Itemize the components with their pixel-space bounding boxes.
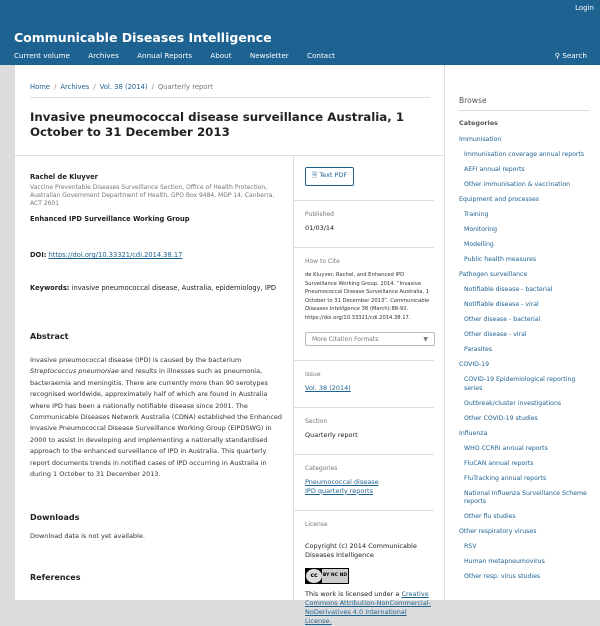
search-icon: ⚲ [554,51,560,60]
category-link[interactable]: IPD quarterly reports [305,486,373,495]
issue-label: Issue [305,370,321,378]
downloads-heading: Downloads [30,513,80,523]
sidebar-subcategory-item[interactable]: Modelling [464,241,494,248]
main-nav [14,51,351,60]
author-name: Rachel de Kluyver [30,173,98,181]
category-link[interactable]: Pneumococcal disease [305,477,379,486]
sidebar-subcategory-item[interactable]: Notifiable disease - bacterial [464,286,553,293]
citation-text: de Kluyver, Rachel, and Enhanced IPD Surveillance Working Group. 2014. “Invasive Pneumococcal Disease Surveillance Australia, 1 October to 31 December 2013”. Communicable Diseases Intelligence 38 (March):88-92. https://doi.org/10.33321/cdi.2014.38.17. [305,272,430,321]
sidebar-subcategory-item[interactable]: Other immunisation & vaccination [464,181,571,188]
issue-link[interactable]: Vol. 38 (2014) [305,383,351,392]
sidebar-subcategory-item[interactable]: RSV [464,543,477,550]
sidebar-category-item[interactable]: Influenza [459,429,488,437]
cc-icon: cc [306,569,322,583]
sidebar-category-item[interactable]: COVID-19 [459,361,490,368]
section-label: Section [305,417,328,425]
sidebar-subcategory-item[interactable]: Other disease - bacterial [464,316,541,323]
cc-license-badge[interactable] [305,568,349,584]
breadcrumb-separator: / [151,83,154,91]
details-divider [293,200,434,201]
breadcrumb-separator: / [54,83,57,91]
nav-contact[interactable]: Contact [307,51,335,60]
sidebar-subcategory-item[interactable]: Other resp. virus studies [464,573,541,580]
license-link[interactable]: Creative Commons Attribution-NonCommercial-NoDerivatives 4.0 International License. [305,589,431,625]
nav-newsletter[interactable]: Newsletter [249,51,289,60]
sidebar-subcategory-item[interactable]: Human metapneumovirus [464,558,545,565]
content-divider [15,155,445,156]
sidebar-subcategory-item[interactable]: AEFI annual reports [464,166,525,173]
details-divider [293,247,434,248]
keywords-value: invasive pneumococcal disease, Australia, epidemiology, IPD [71,284,277,292]
keywords-label: Keywords: [30,284,70,292]
sidebar-subcategory-item[interactable]: Parasites [464,346,492,353]
cc-by-nc-nd-icon: BY NC ND [322,569,348,583]
browse-heading: Browse [459,96,487,105]
license-label: License [305,520,328,528]
doi [30,251,285,259]
sidebar-subcategory-item[interactable]: Public health measures [464,256,537,263]
column-divider [293,155,294,600]
nav-about[interactable]: About [210,51,232,60]
breadcrumb-separator: / [93,83,96,91]
sidebar [445,65,600,600]
categories-heading: Categories [459,119,498,127]
sidebar-subcategory-item[interactable]: National Influenza Surveillance Scheme reports [464,489,587,505]
cite-label: How to Cite [305,258,340,265]
keywords [30,284,285,292]
sidebar-subcategory-item[interactable]: Immunisation coverage annual reports [464,151,585,158]
login-link[interactable]: Login [575,4,594,12]
abstract-text: Invasive pneumococcal disease (IPD) is caused by the bacterium Streptococcus pneumoniae and results in illnesses such as pneumonia, bacteraemia and meningitis. There are currently more than 90 serotypes recognised worldwide, approximately half of which are found in Australia where IPD has been a nationally notifiable disease since 2001. The Communicable Diseases Network Australia (CDNA) established the Enhanced Invasive Pneumococcal Disease Surveillance Working Group (EIPDSWG) in 2000 to assist in developing and implementing a nationally standardised approach to the enhanced surveillance of IPD in Australia. This quarterly report documents trends in notified cases of IPD occurring in Australia in during 1 October to 31 December 2013. [30,356,283,479]
sidebar-category-item[interactable]: Equipment and processes [459,196,539,203]
breadcrumb-archives[interactable]: Archives [60,83,90,91]
published-label: Published [305,211,334,218]
article-title: Invasive pneumococcal disease surveillance Australia, 1 October to 31 December 2013 [30,110,405,139]
file-icon: 🗎 [312,171,318,179]
site-title[interactable]: Communicable Diseases Intelligence [14,30,272,45]
published-date: 01/03/14 [305,224,335,232]
article-entry [30,173,285,582]
sidebar-subcategory-item[interactable]: Other disease - viral [464,331,527,338]
details-divider [293,510,434,511]
sidebar-category-item[interactable]: Other respiratory viruses [459,528,537,535]
chevron-down-icon: ▼ [423,335,428,343]
citation-formats-dropdown[interactable] [305,332,435,346]
breadcrumb-divider [30,97,430,98]
sidebar-subcategory-item[interactable]: Monitoring [464,226,498,233]
nav-annual-reports[interactable]: Annual Reports [137,51,192,60]
breadcrumb-current: Quarterly report [157,83,213,91]
sidebar-subcategory-item[interactable]: FluCAN annual reports [464,459,534,467]
citation-formats-label: More Citation Formats [312,335,379,343]
sidebar-subcategory-item[interactable]: WHO CCRRI annual reports [464,444,548,452]
sidebar-subcategory-item[interactable]: FluTracking annual reports [464,474,547,482]
details-divider [293,454,434,455]
doi-link[interactable]: https://doi.org/10.33321/cdi.2014.38.17 [48,251,183,259]
references-heading: References [30,573,81,583]
sidebar-subcategory-item[interactable]: Notifiable disease - viral [464,301,539,308]
details-divider [293,360,434,361]
sidebar-category-item[interactable]: Immunisation [459,136,502,143]
sidebar-subcategory-item[interactable]: Other COVID-19 studies [464,414,538,422]
categories-label: Categories [305,464,338,472]
author-group: Enhanced IPD Surveillance Working Group [30,215,190,223]
downloads-text: Download data is not yet available. [30,532,145,541]
breadcrumb-volume[interactable]: Vol. 38 (2014) [99,83,148,91]
section-value: Quarterly report [305,430,358,439]
copyright-text: Copyright (c) 2014 Communicable Diseases Intelligence [305,541,417,559]
site-header [0,0,600,65]
nav-archives[interactable]: Archives [88,51,119,60]
sidebar-subcategory-item[interactable]: COVID-19 Epidemiological reporting series [464,376,576,392]
text-pdf-label: Text PDF [319,171,348,179]
article-details [305,165,435,626]
nav-current-volume[interactable]: Current volume [14,51,70,60]
author-affiliation: Vaccine Preventable Diseases Surveillance Section, Office of Health Protection, Australian Government Department of Health, GPO Box 9484, MDP 14, Canberra, ACT 2601 [30,184,275,207]
sidebar-subcategory-item[interactable]: Training [464,211,489,218]
breadcrumb [30,83,213,91]
search-button[interactable] [555,51,587,60]
category-list [459,136,595,588]
sidebar-subcategory-item[interactable]: Other flu studies [464,513,516,520]
text-pdf-button[interactable] [305,167,354,186]
abstract-heading: Abstract [30,332,69,341]
article-main [14,65,445,625]
sidebar-category-item[interactable]: Pathogen surveillance [459,271,528,278]
license-text: This work is licensed under a Creative Commons Attribution-NonCommercial-NoDerivatives 4.0 International License. [305,589,431,625]
details-divider [293,407,434,408]
breadcrumb-home[interactable]: Home [30,83,51,91]
sidebar-divider [459,110,589,111]
search-label: Search [562,51,587,60]
doi-label: DOI: [30,251,47,259]
sidebar-subcategory-item[interactable]: Outbreak/cluster investigations [464,399,562,407]
